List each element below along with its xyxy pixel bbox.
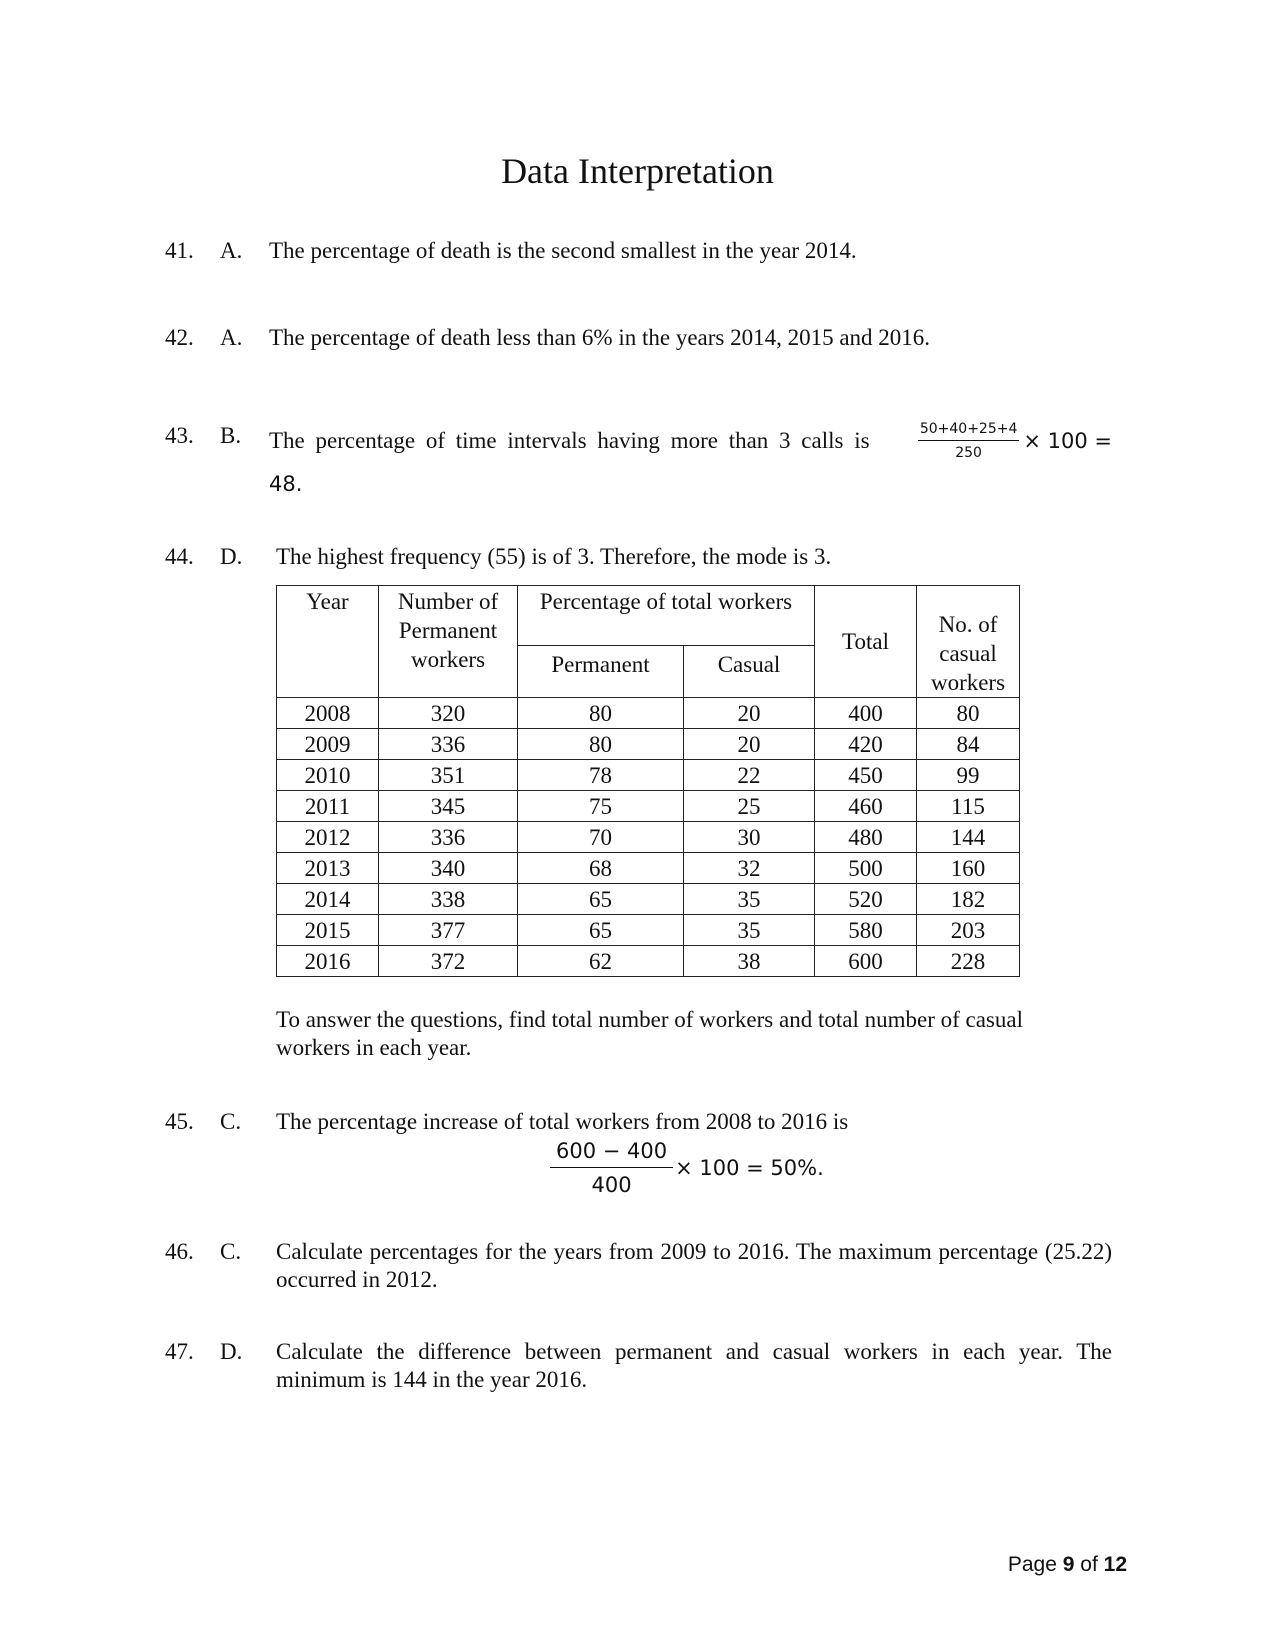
cell-casual-pct: 30	[684, 822, 815, 853]
cell-total: 580	[815, 915, 917, 946]
total-pages: 12	[1103, 1553, 1127, 1576]
fraction-denominator: 400	[591, 1173, 632, 1197]
cell-year: 2013	[277, 853, 379, 884]
cell-year: 2008	[277, 698, 379, 729]
cell-total: 450	[815, 760, 917, 791]
table-row	[277, 698, 1020, 729]
cell-year: 2012	[277, 822, 379, 853]
header-total: Total	[815, 586, 917, 698]
workers-table	[276, 585, 1020, 977]
answer-letter: A.	[220, 325, 243, 350]
question-number: 44.	[165, 544, 194, 569]
cell-casual-workers: 84	[917, 729, 1020, 760]
question-number: 42.	[165, 325, 194, 350]
cell-permanent-workers: 336	[379, 822, 518, 853]
cell-casual-workers: 144	[917, 822, 1020, 853]
cell-permanent-pct: 68	[518, 853, 684, 884]
table-row	[277, 822, 1020, 853]
header-casual: Casual	[684, 646, 815, 698]
table-row	[277, 791, 1020, 822]
fraction-numerator: 600 − 400	[550, 1138, 673, 1168]
cell-casual-workers: 115	[917, 791, 1020, 822]
question-text: The percentage of death is the second smallest in the year 2014.	[269, 238, 857, 263]
cell-casual-workers: 99	[917, 760, 1020, 791]
question-text: Calculate percentages for the years from 2009 to 2016. The maximum percentage (25.22) occurred in 2012.	[276, 1239, 1112, 1292]
answer-letter: D.	[220, 1339, 243, 1364]
question-text: The percentage of death less than 6% in the years 2014, 2015 and 2016.	[269, 325, 931, 350]
cell-permanent-workers: 340	[379, 853, 518, 884]
cell-total: 460	[815, 791, 917, 822]
question-number: 47.	[165, 1339, 194, 1364]
question-number: 45.	[165, 1109, 194, 1134]
cell-permanent-pct: 75	[518, 791, 684, 822]
cell-casual-pct: 25	[684, 791, 815, 822]
cell-year: 2015	[277, 915, 379, 946]
cell-casual-pct: 35	[684, 884, 815, 915]
header-permanent: Permanent	[518, 646, 684, 698]
cell-permanent-workers: 372	[379, 946, 518, 977]
result-value: 48.	[269, 472, 303, 496]
cell-year: 2016	[277, 946, 379, 977]
cell-permanent-pct: 80	[518, 729, 684, 760]
table-row	[277, 946, 1020, 977]
cell-permanent-workers: 320	[379, 698, 518, 729]
cell-casual-pct: 32	[684, 853, 815, 884]
cell-casual-workers: 80	[917, 698, 1020, 729]
table-row	[277, 915, 1020, 946]
cell-permanent-workers: 345	[379, 791, 518, 822]
cell-year: 2011	[277, 791, 379, 822]
cell-permanent-pct: 70	[518, 822, 684, 853]
header-permanent-workers: Number of Permanent workers	[379, 586, 518, 698]
table-row	[277, 760, 1020, 791]
footer-of: of	[1080, 1553, 1098, 1576]
cell-permanent-workers: 336	[379, 729, 518, 760]
cell-total: 500	[815, 853, 917, 884]
cell-permanent-workers: 377	[379, 915, 518, 946]
cell-permanent-pct: 80	[518, 698, 684, 729]
answer-letter: C.	[220, 1239, 242, 1264]
cell-casual-pct: 20	[684, 729, 815, 760]
cell-year: 2014	[277, 884, 379, 915]
table-body	[277, 698, 1020, 977]
question-number: 46.	[165, 1239, 194, 1264]
cell-casual-workers: 203	[917, 915, 1020, 946]
math-tail: × 100 =	[1023, 429, 1112, 453]
cell-casual-workers: 228	[917, 946, 1020, 977]
answer-letter: B.	[220, 423, 242, 448]
cell-casual-workers: 182	[917, 884, 1020, 915]
cell-total: 520	[815, 884, 917, 915]
page-title: Data Interpretation	[501, 151, 774, 191]
question-text: Calculate the difference between permanent and casual workers in each year. The minimum is 144 in the year 2016.	[276, 1339, 1112, 1392]
table-row	[277, 884, 1020, 915]
question-text: The percentage of time intervals having more than 3 calls is	[269, 428, 870, 453]
answer-letter: C.	[220, 1109, 242, 1134]
cell-year: 2010	[277, 760, 379, 791]
fraction	[918, 420, 1020, 462]
question-text: The percentage increase of total workers from 2008 to 2016 is	[276, 1109, 849, 1134]
current-page: 9	[1062, 1553, 1075, 1576]
cell-casual-pct: 38	[684, 946, 815, 977]
cell-casual-pct: 35	[684, 915, 815, 946]
fraction-denominator: 250	[955, 445, 982, 461]
cell-casual-pct: 22	[684, 760, 815, 791]
table-row	[277, 853, 1020, 884]
question-text: The highest frequency (55) is of 3. Therefore, the mode is 3.	[276, 544, 832, 569]
cell-year: 2009	[277, 729, 379, 760]
cell-casual-workers: 160	[917, 853, 1020, 884]
cell-permanent-pct: 65	[518, 915, 684, 946]
fraction	[550, 1138, 673, 1198]
cell-total: 480	[815, 822, 917, 853]
fraction-numerator: 50+40+25+4	[918, 420, 1020, 441]
answer-letter: A.	[220, 238, 243, 263]
cell-permanent-pct: 62	[518, 946, 684, 977]
question-number: 43.	[165, 423, 194, 448]
cell-casual-pct: 20	[684, 698, 815, 729]
table-row	[277, 729, 1020, 760]
cell-total: 420	[815, 729, 917, 760]
cell-permanent-pct: 65	[518, 884, 684, 915]
cell-permanent-workers: 351	[379, 760, 518, 791]
header-year: Year	[277, 586, 379, 698]
cell-permanent-workers: 338	[379, 884, 518, 915]
footer-prefix: Page	[1007, 1553, 1057, 1576]
answer-letter: D.	[220, 544, 243, 569]
header-percentage-group: Percentage of total workers	[518, 586, 815, 646]
table-note: To answer the questions, find total number of workers and total number of casual workers in each year.	[276, 1007, 1023, 1060]
header-casual-workers: No. of casual workers	[917, 586, 1020, 698]
cell-permanent-pct: 78	[518, 760, 684, 791]
cell-total: 400	[815, 698, 917, 729]
question-number: 41.	[165, 238, 194, 263]
page-footer	[1008, 1553, 1127, 1577]
math-tail: × 100 = 50%.	[675, 1156, 824, 1180]
cell-total: 600	[815, 946, 917, 977]
